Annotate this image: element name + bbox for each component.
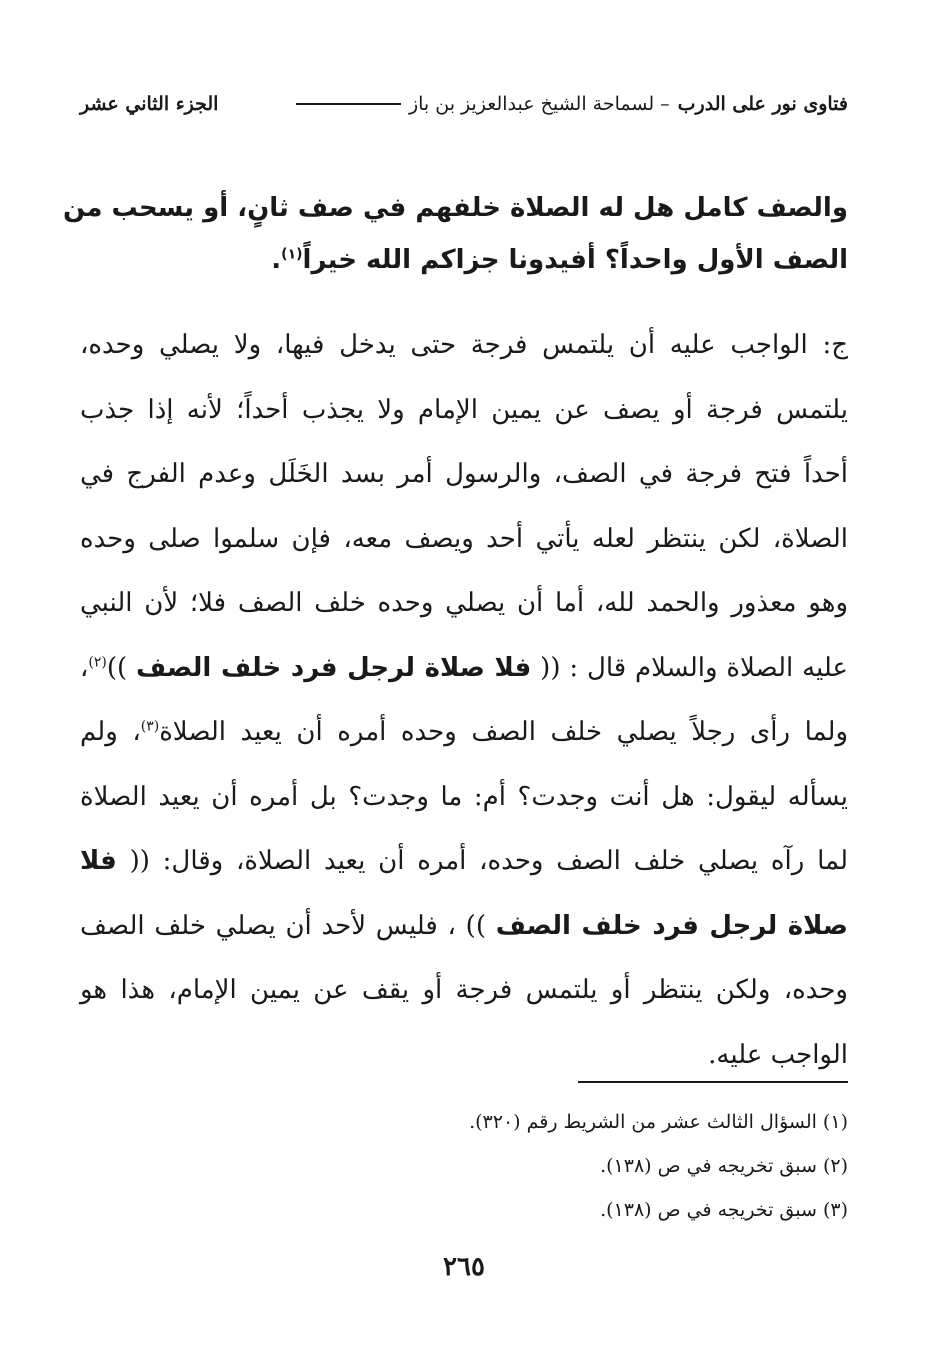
answer-line: وحده، ولكن ينتظر أو يلتمس فرجة أو يقف عن يمين الإمام، هذا هو [80,975,848,1005]
header-rule [296,103,401,105]
book-title: فتاوى نور على الدرب [677,93,848,115]
answer-line: الصلاة، لكن ينتظر لعله يأتي أحد ويصف معه، فإن سلموا صلى وحده [80,523,848,554]
author-name: – لسماحة الشيخ عبدالعزيز بن باز [408,93,670,115]
answer-line [80,894,848,959]
question-line [80,234,848,286]
answer-line: يلتمس فرجة أو يصف عن يمين الإمام ولا يجذب أحداً؛ لأنه إذا جذب [80,394,848,425]
page-number: ٢٦٥ [443,1252,485,1282]
footnote-ref: (١) [281,246,303,263]
answer-line-text: لما رآه يصلي خلف الصف وحده، أمره أن يعيد الصلاة، وقال: (( [129,846,849,876]
question-line-text: الصف الأول واحداً؟ أفيدونا جزاكم الله خيراً [302,245,848,275]
question-end: . [271,245,282,275]
footnote-ref: (٣) [140,718,160,735]
answer-line: أحداً فتح فرجة في الصف، والرسول أمر بسد الخَلَل وعدم الفرج في [80,459,848,489]
footnote-divider [578,1081,848,1083]
hadith-quote: فلا صلاة لرجل فرد خلف الصف [136,652,532,683]
question-text [62,182,848,286]
answer-line [80,636,848,701]
answer-line: ج: الواجب عليه أن يلتمس فرجة حتى يدخل فيها، ولا يصلي وحده، [80,330,848,360]
part-label: الجزء الثاني عشر [80,93,219,115]
question-line: والصف كامل هل له الصلاة خلفهم في صف ثانٍ، أو يسحب من [62,193,848,223]
answer-line-text: )) ، فليس لأحد أن يصلي خلف الصف [80,910,486,941]
footnotes [80,1100,848,1232]
running-header [80,84,848,124]
answer-line: يسأله ليقول: هل أنت وجدت؟ أم: ما وجدت؟ بل أمره أن يعيد الصلاة [80,781,848,812]
answer-line-end: ، ولم [80,717,141,747]
footnote-item: (٣) سبق تخريجه في ص (١٣٨). [600,1199,848,1221]
footnote-item: (٢) سبق تخريجه في ص (١٣٨). [600,1155,848,1177]
answer-line-end: ، [80,652,89,683]
answer-line [80,829,848,894]
answer-line: وهو معذور والحمد لله، أما أن يصلي وحده خلف الصف فلا؛ لأن النبي [80,588,848,618]
header-title-group [296,93,848,115]
answer-line-text: ولما رأى رجلاً يصلي خلف الصف وحده أمره أن يعيد الصلاة [159,717,849,747]
answer-line [80,700,848,765]
footnote-ref: (٢) [88,653,107,670]
quote-close: )) [106,652,128,683]
answer-line: الواجب عليه. [708,1039,848,1070]
hadith-quote: فلا [80,846,117,876]
answer-line-text: عليه الصلاة والسلام قال : (( [540,652,849,683]
footnote-item: (١) السؤال الثالث عشر من الشريط رقم (٣٢٠). [469,1111,848,1133]
answer-text [80,313,848,1087]
hadith-quote: صلاة لرجل فرد خلف الصف [495,910,848,941]
